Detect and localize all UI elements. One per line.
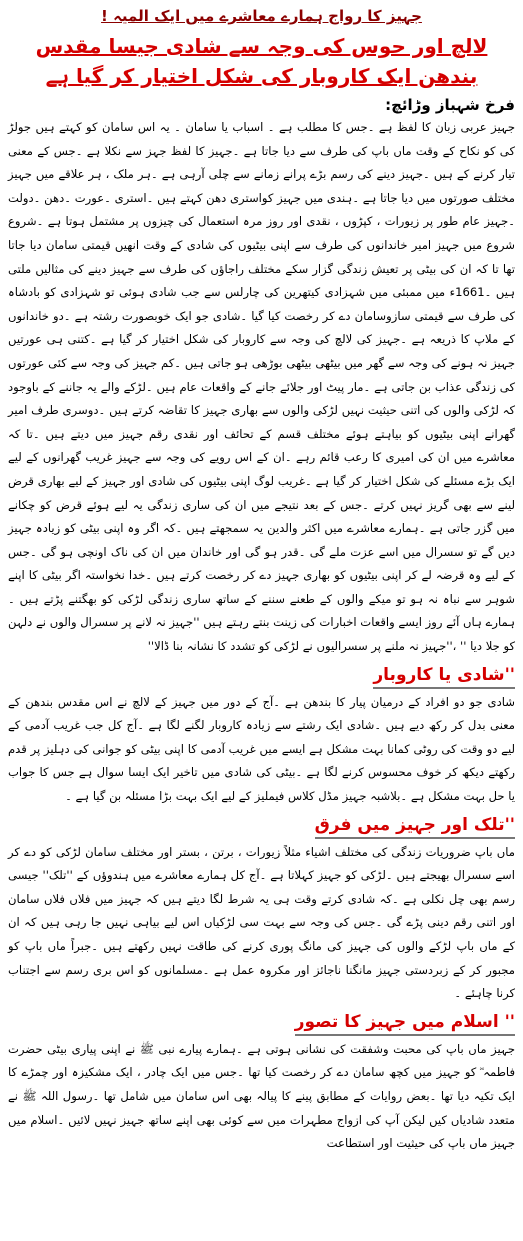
islam-paragraph: جہیز ماں باپ کی محبت وشفقت کی نشانی ہوتی ہے ۔ہمارے پیارے نبی ﷺ نے اپنی پیاری بیٹی حضرت فاطمہ ؓ کو جہیز میں کچھ سامان دے کر رخصت کیا تھا ۔جس میں ایک چادر ، ایک مشکیزہ اور چمڑے کا ایک تکیہ دیا تھا ۔بعض روایات کے مطابق پینے کا پیالہ بھی اس سامان میں شامل تھا ۔رسول اللہ ﷺ نے متعدد شادیاں کیں لیکن آپ کی ازواج مطہرات میں سے کوئی بھی اپنے ساتھ جہیز نہیں لائیں ۔اسلام میں جہیز ماں باپ کی حیثیت اور استطاعت <box>8 1041 515 1151</box>
section-heading-tilak: ''تلک اور جہیز میں فرق <box>315 813 515 839</box>
business-paragraph: شادی جو دو افراد کے درمیان پیار کا بندھن ہے ۔آج کے دور میں جہیز کے لالچ نے اس مقدس بندھن کے معنی بدل کر رکھ دیے ہیں ۔شادی ایک رشتے سے زیادہ کاروبار لگنے لگا ہے ۔آج کل جب غریب آدمی کے لیے دو وقت کی روٹی کمانا بہت مشکل ہے ایسے میں غریب آدمی کا اپنی بیٹی کو جوانی کی دہلیز پر قدم رکھتے دیکھ کر خوف محسوس کرنے لگا ہے ۔بیٹی کی شادی میں تاخیر ایک ایسا سوال ہے جس کا جواب یا حل بہت مشکل ہے ۔بلاشبہ جہیز مڈل کلاس فیملیز کے لیے ایک بہت بڑا مسئلہ بن گیا ہے ۔ <box>8 694 515 804</box>
article-headline-line-1: لالچ اور حوس کی وجہ سے شادی جیسا مقدس <box>35 34 488 58</box>
section-heading-business: ''شادی یا کاروبار <box>373 663 515 689</box>
tilak-paragraph: ماں باپ ضروریات زندگی کی مختلف اشیاء مثلاً زیورات ، برتن ، بستر اور مختلف سامان لڑکی کو دے کر اسے سسرال بھیجتے ہیں ۔لڑکی کو جہیز کہلاتا ہے ۔آج کل ہمارے معاشرے میں ہندوؤں کے ''تلک'' جیسی رسم بھی چل نکلی ہے ۔کہ شادی کرتے وقت ہی یہ شرط لگا دیتے ہیں کہ جہیز میں فلاں فلاں سامان اور اتنی رقم دینی پڑے گی ۔جس کی وجہ سے بہت سی لڑکیاں اس لیے بیاہی نہیں جا رہی ہیں کہ ان کے ماں باپ لڑکے والوں کی جہیز کی مانگ پوری کرنے کی طاقت نہیں رکھتے ہیں ۔جبراً ماں باپ کو مجبور کر کے زبردستی جہیز مانگنا ناجائز اور مکروہ عمل ہے ۔مسلمانوں کو اس بری رسم سے اجتناب کرنا چاہئے ۔ <box>8 844 515 1001</box>
intro-paragraph: جہیز عربی زبان کا لفظ ہے ۔جس کا مطلب ہے ۔ اسباب یا سامان ۔ یہ اس سامان کو کہتے ہیں جولڑ کی کو نکاح کے وقت ماں باپ کی طرف سے دیا جاتا ہے ۔جہیز کا لفظ جہز سے نکلا ہے ۔جس کے معنی تیار کرنے کے ہیں ۔جہیز دینے کی رسم بڑے پرانے زمانے سے چلی آرہی ہے ۔ہر ملک ، ہر علاقے میں جہیز مختلف صورتوں میں دیا جاتا ہے ۔ہندی میں جہیز کواستری دھن کہتے ہیں ۔استری ۔عورت ۔دھن ۔دولت ۔جہیز عام طور پر زیورات ، کپڑوں ، نقدی اور روز مرہ استعمال کی چیزوں پر مشتمل ہوتا ہے ۔شروع شروع میں جہیز امیر خاندانوں کی طرف سے اپنی بیٹیوں کی شادی کے وقت انھیں قیمتی سامان دیا جاتا تھا تا کہ ان کی بیٹی پر تعیش زندگی گزار سکے مختلف راجاؤں کی طرف سے جہیز دینے کی مثالیں ملتی ہیں ۔1661ء میں ممبئی میں شہزادی کیتھرین کی چارلس سے جب شادی ہوئی تو شہزادی کو بادشاہ کی طرف سے قیمتی سازوسامان دے کر رخصت کیا گیا ۔شادی جو ایک خوبصورت رشتہ ہے ۔دو خاندانوں کے ملاپ کا ذریعہ ہے ۔جہیز کی لالچ کی وجہ سے کاروبار کی شکل اختیار کر گیا ہے ۔کتنی ہی عورتیں جہیز نہ ہونے کی وجہ سے گھر میں بیٹھی بیٹھی بوڑھی ہو جاتی ہیں ۔کم جہیز کی وجہ سے کئی عورتوں کی زندگی عذاب بن جاتی ہے ۔مار پیٹ اور جلائے جانے کے واقعات عام ہیں ۔لڑکے والے یہ جاننے کے باوجود کہ لڑکی والوں کی اتنی حیثیت نہیں لڑکی والوں سے بھاری جہیز کا تقاضہ کرتے ہیں ۔دوسری طرف امیر گھرانے اپنی بیٹیوں کو بیاہتے ہوئے مختلف قسم کے تحائف اور نقدی رقم جہیز میں دیتے ہیں ۔تا کہ معاشرے میں ان کی امیری کا رعب قائم رہے ۔ان کے اس رویے کی وجہ سے جہیز غریب گھرانوں کے لیے ایک بڑے مسئلے کی شکل اختیار کر گیا ہے ۔غریب لوگ اپنی بیٹیوں کی شادی اور جہیز کے لیے بھاری قرض لینے سے بھی گریز نہیں کرتے ۔جس کے بعد نتیجے میں ان کی ساری زندگی یہ لیے ہوئے قرض کو چکانے میں گزر جاتی ہے ۔ہمارے معاشرے میں اکثر والدین یہ سمجھتے ہیں ۔کہ اگر وہ اپنی بیٹی کو زیادہ جہیز دیں گے تو سسرال میں اسے عزت ملے گی ۔قدر ہو گی اور خاندان میں ان کی ناک اونچی ہو گی ۔جس کے لیے وہ قرضہ لے کر اپنی بیٹیوں کو بھاری جہیز دے کر رخصت کرتے ہیں ۔خدا نخواستہ اگر بیٹی کا اپنے شوہر سے نباہ نہ ہو تو میکے والوں کے طعنے سننے کے ساتھ ساری زندگی لڑکی کو بھگتنے پڑتے ہیں ۔ہمارے ہاں آئے روز ایسے واقعات اخبارات کی زینت بنتے رہتے ہیں ''جہیز نہ لانے پر سسرال والوں نے دلہن کو جلا دیا '' ،''جہیز نہ ملنے پر سسرالیوں نے لڑکی کو تشدد کا نشانہ بنا ڈالا'' <box>8 120 515 654</box>
article-headline-line-2: بندھن ایک کاروبار کی شکل اختیار کر گیا ہے <box>45 64 478 88</box>
section-heading-islam: '' اسلام میں جہیز کا تصور <box>295 1010 515 1036</box>
article-overline: جہیز کا رواج ہمارے معاشرے میں ایک المیہ ! <box>101 7 422 25</box>
author-byline: فرخ شہباز وڑائچ: <box>385 96 515 114</box>
